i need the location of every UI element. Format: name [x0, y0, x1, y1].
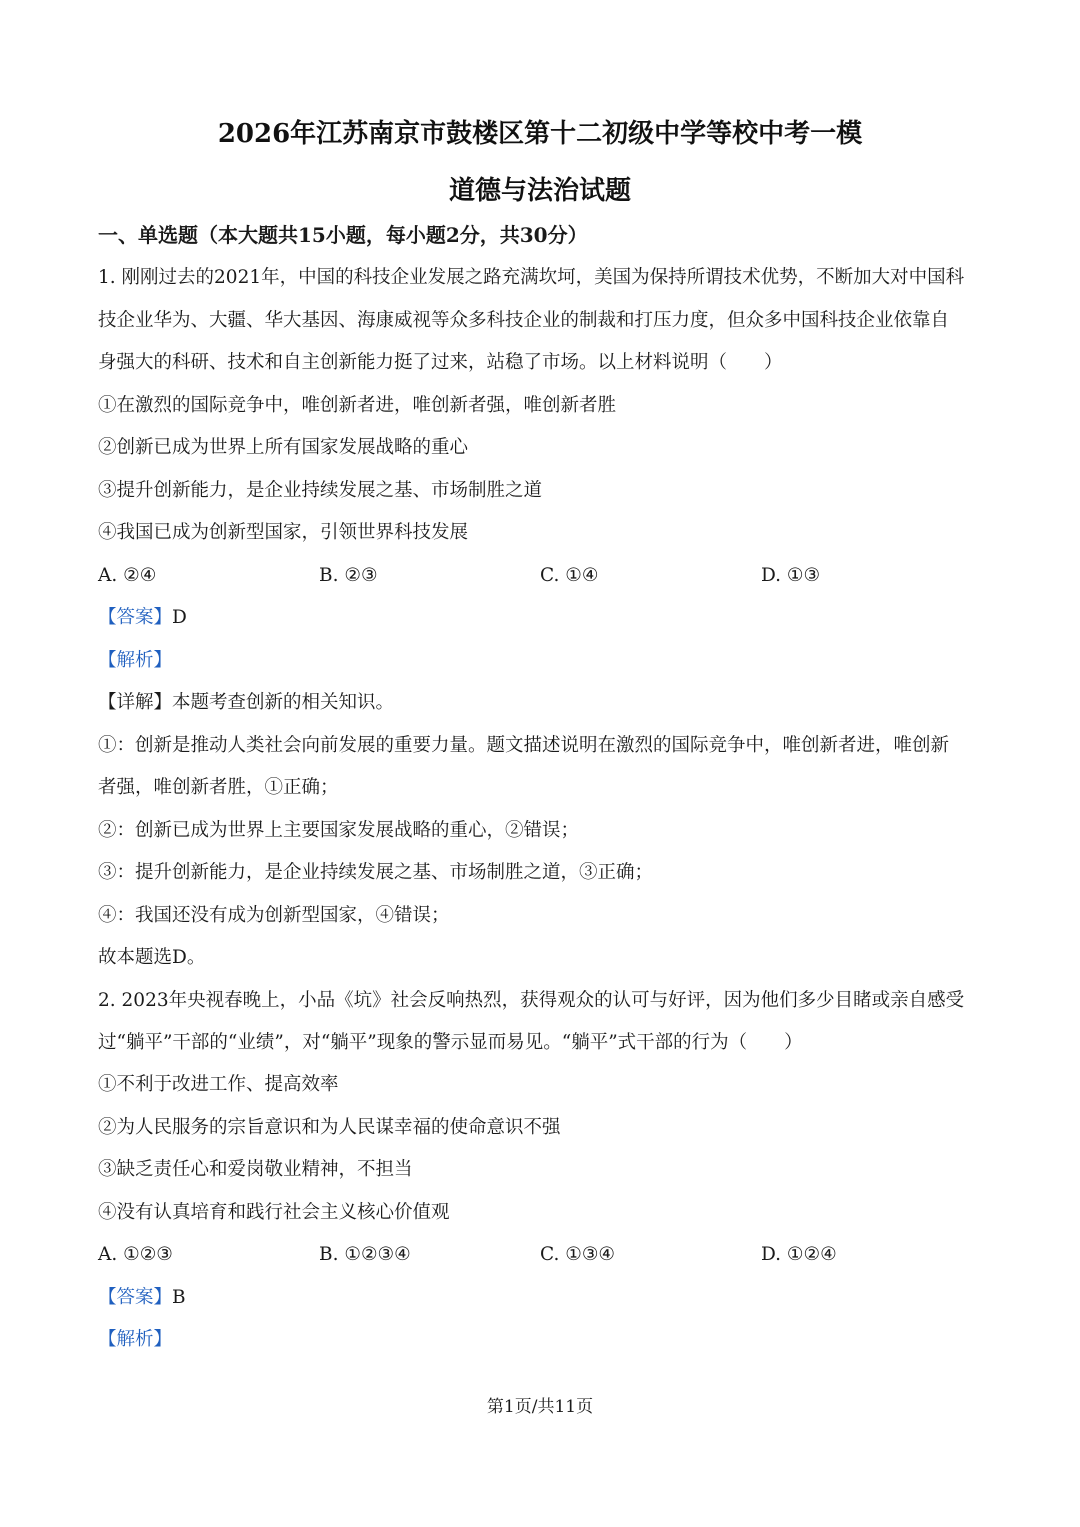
q2-answer — [98, 1286, 988, 1310]
q1-option-c: C. ①④ — [540, 565, 599, 586]
q2-stem-line: 2. 2023年央视春晚上，小品《坑》社会反响热烈，获得观众的认可与好评，因为他们多少目睹或亲自感受 — [98, 990, 965, 1011]
q1-stem-line: 1. 刚刚过去的2021年，中国的科技企业发展之路充满坎坷，美国为保持所谓技术优势，不断加大对中国科 — [98, 267, 965, 288]
q1-option-a: A. ②④ — [98, 565, 157, 586]
q2-statement-2: ②为人民服务的宗旨意识和为人民谋幸福的使命意识不强 — [98, 1117, 561, 1138]
answer-value: D — [172, 607, 187, 628]
q1-statement-4: ④我国已成为创新型国家，引领世界科技发展 — [98, 522, 469, 543]
q1-explanation-line: ②：创新已成为世界上主要国家发展战略的重心，②错误； — [98, 820, 580, 841]
q2-option-b: B. ①②③④ — [319, 1244, 411, 1265]
q2-option-d: D. ①②④ — [761, 1244, 837, 1265]
q1-option-b: B. ②③ — [319, 565, 378, 586]
q1-statement-3: ③提升创新能力，是企业持续发展之基、市场制胜之道 — [98, 480, 543, 501]
q2-stem-line: 过“躺平”干部的“业绩”，对“躺平”现象的警示显而易见。“躺平”式干部的行为（ ） — [98, 1032, 803, 1053]
q1-conclusion: 故本题选D。 — [98, 947, 206, 968]
q1-statement-2: ②创新已成为世界上所有国家发展战略的重心 — [98, 437, 469, 458]
q1-statement-1: ①在激烈的国际竞争中，唯创新者进，唯创新者强，唯创新者胜 — [98, 395, 617, 416]
q1-explanation-line: ①：创新是推动人类社会向前发展的重要力量。题文描述说明在激烈的国际竞争中，唯创新者进，唯创新 — [98, 735, 950, 756]
exam-subtitle: 道德与法治试题 — [448, 176, 631, 206]
section-heading: 一、单选题（本大题共15小题，每小题2分，共30分） — [98, 223, 588, 247]
q1-stem-line: 技企业华为、大疆、华大基因、海康威视等众多科技企业的制裁和打压力度，但众多中国科技企业依靠自 — [98, 310, 950, 331]
q1-explanation-line: ③：提升创新能力，是企业持续发展之基、市场制胜之道，③正确； — [98, 862, 654, 883]
answer-tag: 【答案】 — [98, 1287, 173, 1308]
detail-text: 本题考查创新的相关知识。 — [172, 692, 395, 713]
q2-statement-4: ④没有认真培育和践行社会主义核心价值观 — [98, 1202, 450, 1223]
q1-stem-line: 身强大的科研、技术和自主创新能力挺了过来，站稳了市场。以上材料说明（ ） — [98, 352, 783, 373]
page-number: 第1页/共11页 — [486, 1397, 594, 1417]
q1-explanation-line: 者强，唯创新者胜，①正确； — [98, 777, 339, 798]
q2-statement-3: ③缺乏责任心和爱岗敬业精神，不担当 — [98, 1159, 413, 1180]
q2-option-a: A. ①②③ — [98, 1244, 173, 1265]
q2-analysis-tag: 【解析】 — [98, 1329, 173, 1350]
q2-option-c: C. ①③④ — [540, 1244, 616, 1265]
q1-analysis-tag: 【解析】 — [98, 650, 173, 671]
q1-explanation-line: ④：我国还没有成为创新型国家，④错误； — [98, 905, 450, 926]
q1-detail — [98, 691, 988, 715]
q2-statement-1: ①不利于改进工作、提高效率 — [98, 1074, 339, 1095]
q1-option-d: D. ①③ — [761, 565, 821, 586]
exam-title: 2026年江苏南京市鼓楼区第十二初级中学等校中考一模 — [217, 119, 863, 149]
detail-tag: 【详解】 — [98, 692, 173, 713]
answer-value: B — [172, 1287, 186, 1308]
q1-answer — [98, 606, 988, 630]
answer-tag: 【答案】 — [98, 607, 173, 628]
